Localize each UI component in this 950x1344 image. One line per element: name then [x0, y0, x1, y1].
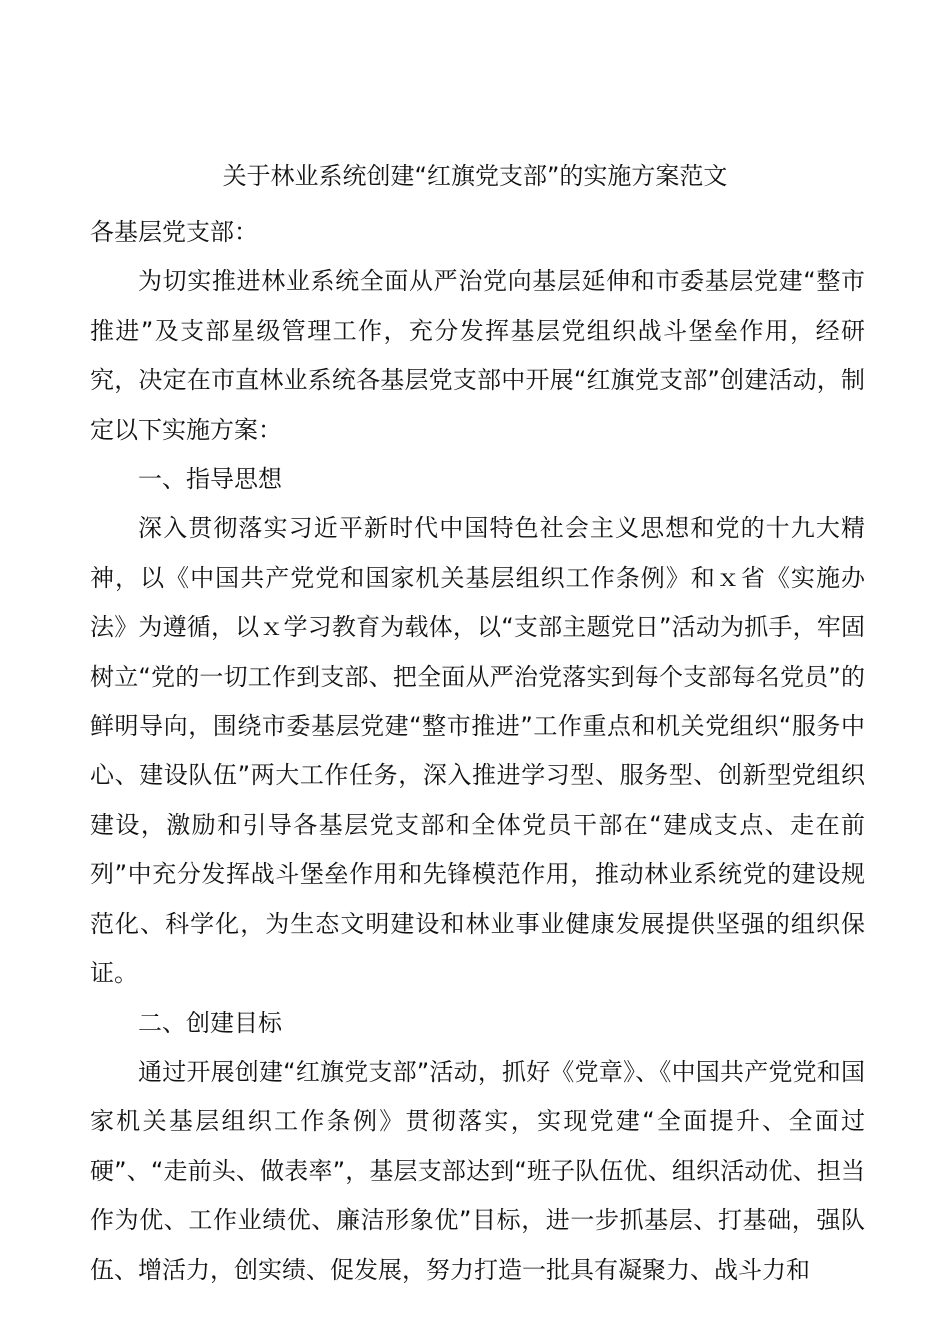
salutation: 各基层党支部：	[90, 218, 258, 246]
section-heading-goals: 二、创建目标	[138, 1008, 282, 1037]
section-heading-guiding-ideology: 一、指导思想	[138, 465, 282, 494]
section-paragraph-goals: 通过开展创建“红旗党支部”活动，抓好《党章》、《中国共产党党和国家机关基层组织工作条例》贯彻落实，实现党建“全面提升、全面过硬”、“走前头、做表率”，基层支部达到“班子队伍优、组织活动优、担当作为优、工作业绩优、廉洁形象优”目标，进一步抓基层、打基础，强队伍、增活力，创实绩、促发展，努力打造一批具有凝聚力、战斗力和	[90, 1057, 865, 1284]
section-paragraph-guiding-ideology: 深入贯彻落实习近平新时代中国特色社会主义思想和党的十九大精神，以《中国共产党党和国家机关基层组织工作条例》和ｘ省《实施办法》为遵循，以ｘ学习教育为载体，以“支部主题党日”活动为抓手，牢固树立“党的一切工作到支部、把全面从严治党落实到每个支部每名党员”的鲜明导向，围绕市委基层党建“整市推进”工作重点和机关党组织“服务中心、建设队伍”两大工作任务，深入推进学习型、服务型、创新型党组织建设，激励和引导各基层党支部和全体党员干部在“建成支点、走在前列”中充分发挥战斗堡垒作用和先锋模范作用，推动林业系统党的建设规范化、科学化，为生态文明建设和林业事业健康发展提供坚强的组织保证。	[90, 514, 865, 988]
document-body	[90, 208, 865, 1295]
intro-paragraph: 为切实推进林业系统全面从严治党向基层延伸和市委基层党建“整市推进”及支部星级管理工作，充分发挥基层党组织战斗堡垒作用，经研究，决定在市直林业系统各基层党支部中开展“红旗党支部”创建活动，制定以下实施方案：	[90, 267, 865, 444]
document-title: 关于林业系统创建“红旗党支部”的实施方案范文	[222, 162, 728, 190]
